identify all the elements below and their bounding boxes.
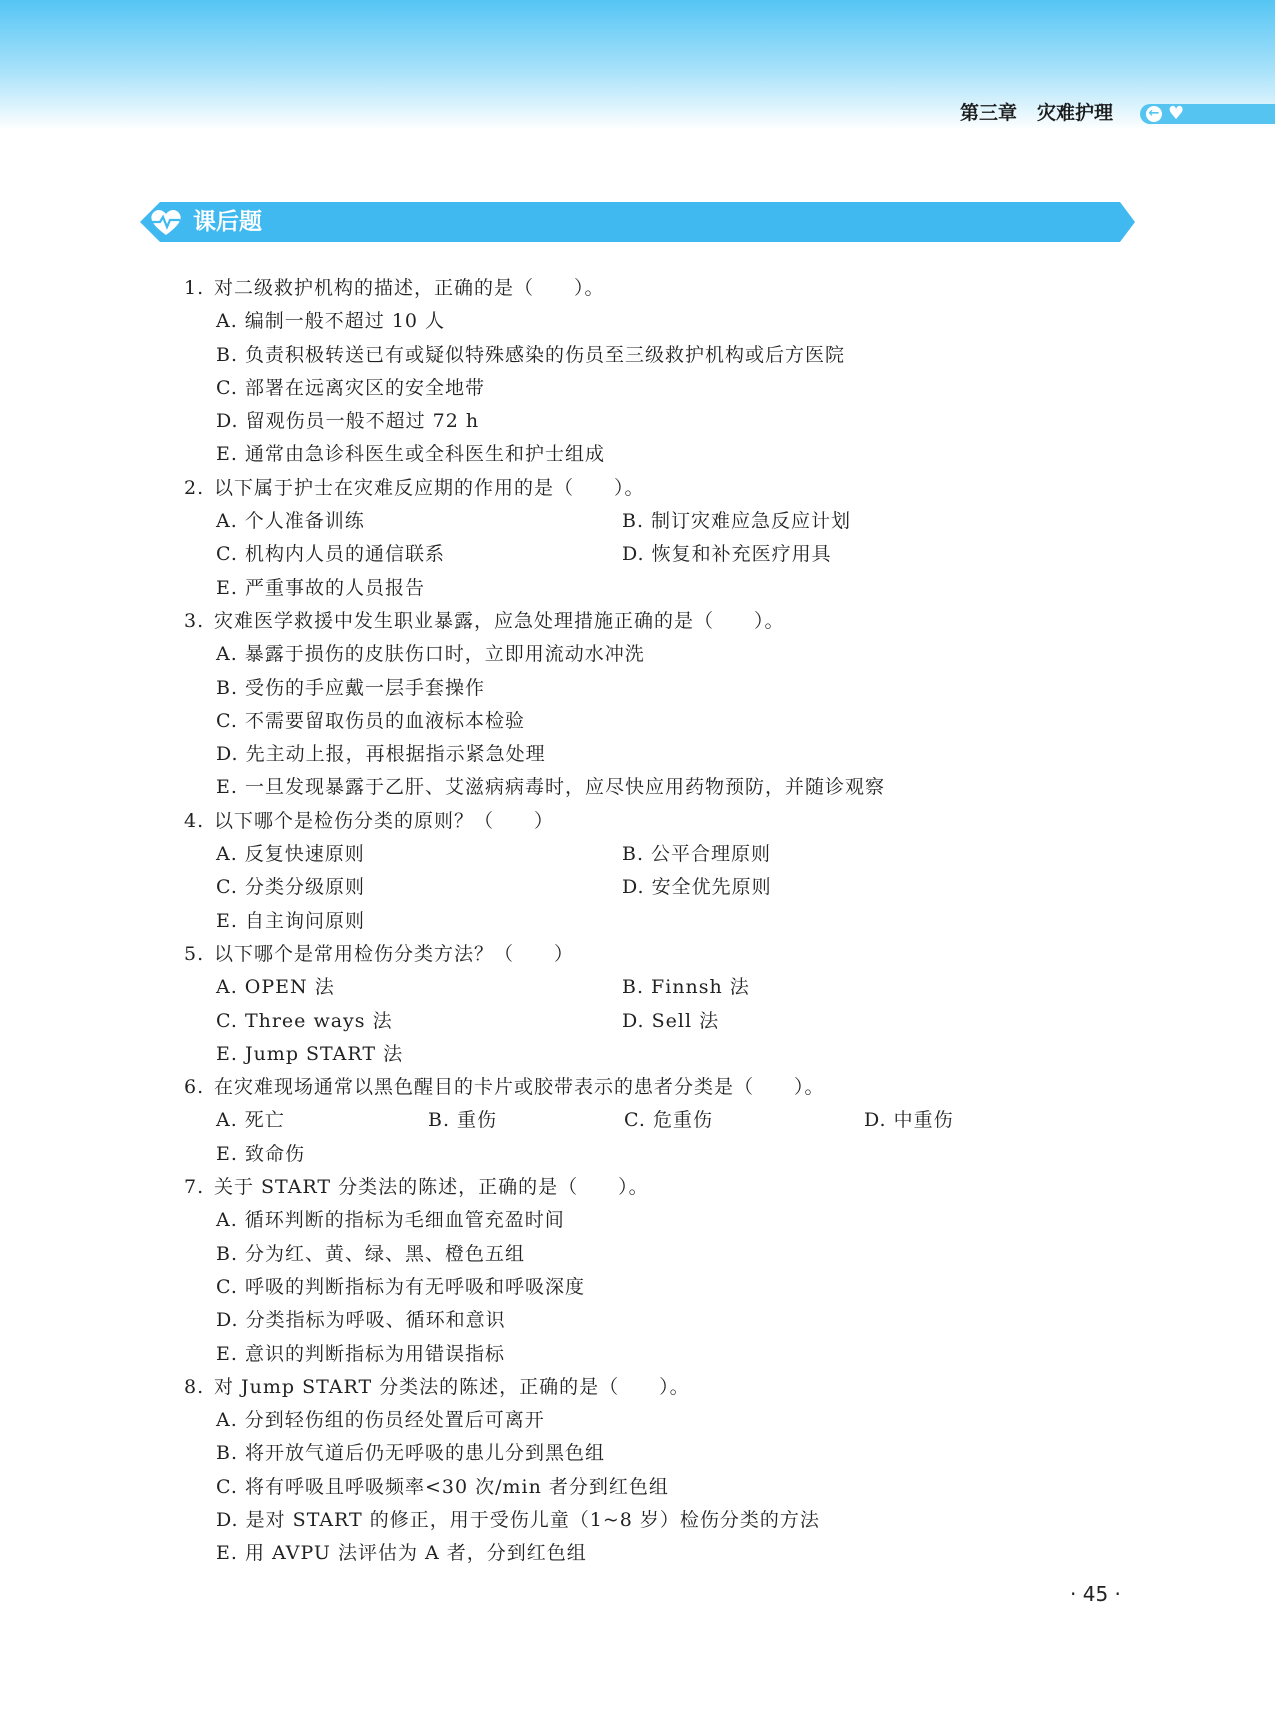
- option-row: [184, 1437, 1184, 1470]
- option-row: [184, 1504, 1184, 1537]
- question-number: 3.: [184, 609, 205, 632]
- option-row: [184, 1304, 1184, 1337]
- question-1: [184, 272, 1184, 472]
- option: B. 受伤的手应戴一层手套操作: [216, 676, 486, 699]
- option: A. 编制一般不超过 10 人: [216, 310, 446, 333]
- option-row: [184, 638, 1184, 671]
- option: C. Three ways 法: [216, 1009, 393, 1032]
- option-row: [184, 1471, 1184, 1504]
- option-row: [184, 1005, 1184, 1038]
- question-number: 6.: [184, 1076, 205, 1099]
- question-stem: [184, 605, 1184, 638]
- option: E. 通常由急诊科医生或全科医生和护士组成: [216, 443, 605, 466]
- option-row: [184, 538, 1184, 571]
- option: B. 制订灾难应急反应计划: [622, 510, 852, 533]
- option-row: [184, 771, 1184, 804]
- question-number: 5.: [184, 942, 205, 965]
- option-row: [184, 1138, 1184, 1171]
- question-stem: [184, 805, 1184, 838]
- option: C. 危重伤: [624, 1109, 713, 1132]
- option: A. 分到轻伤组的伤员经处置后可离开: [216, 1409, 545, 1432]
- chapter-title: 灾难护理: [1037, 102, 1114, 124]
- option: D. 中重伤: [864, 1109, 954, 1132]
- option: D. 安全优先原则: [622, 876, 772, 899]
- question-stem: [184, 272, 1184, 305]
- option-row: [184, 705, 1184, 738]
- option: C. 部署在远离灾区的安全地带: [216, 376, 485, 399]
- option: C. 机构内人员的通信联系: [216, 543, 445, 566]
- option: C. 呼吸的判断指标为有无呼吸和呼吸深度: [216, 1275, 585, 1298]
- option: B. 将开放气道后仍无呼吸的患儿分到黑色组: [216, 1442, 606, 1465]
- question-stem: [184, 1071, 1184, 1104]
- section-title: 课后题: [193, 209, 262, 235]
- option-row: [184, 438, 1184, 471]
- option-row: [184, 672, 1184, 705]
- option: E. 用 AVPU 法评估为 A 者，分到红色组: [216, 1542, 587, 1565]
- question-number: 1.: [184, 277, 205, 299]
- question-number: 7.: [184, 1176, 205, 1199]
- option: A. OPEN 法: [216, 976, 335, 999]
- question-7: [184, 1171, 1184, 1371]
- question-text: 以下哪个是检伤分类的原则？（ ）: [214, 809, 555, 832]
- option: E. Jump START 法: [216, 1042, 404, 1065]
- option-row: [184, 372, 1184, 405]
- option-row: [184, 505, 1184, 538]
- question-number: 2.: [184, 476, 205, 499]
- option: D. 是对 START 的修正，用于受伤儿童（1~8 岁）检伤分类的方法: [216, 1508, 820, 1531]
- question-stem: [184, 1371, 1184, 1404]
- option: B. Finnsh 法: [622, 976, 750, 999]
- option: C. 不需要留取伤员的血液标本检验: [216, 709, 525, 732]
- question-number: 8.: [184, 1375, 205, 1398]
- option-row: [184, 1537, 1184, 1570]
- question-text: 关于 START 分类法的陈述，正确的是（ ）。: [214, 1176, 649, 1199]
- option: E. 致命伤: [216, 1142, 305, 1165]
- option-row: [184, 905, 1184, 938]
- option-row: [184, 305, 1184, 338]
- question-number: 4.: [184, 809, 205, 832]
- option: B. 重伤: [428, 1109, 498, 1132]
- question-text: 以下哪个是常用检伤分类方法？（ ）: [214, 942, 575, 965]
- option: D. 留观伤员一般不超过 72 h: [216, 410, 480, 433]
- question-text: 对二级救护机构的描述，正确的是（ ）。: [214, 277, 605, 299]
- option-row: [184, 1204, 1184, 1237]
- option: D. Sell 法: [622, 1009, 720, 1032]
- option: D. 分类指标为呼吸、循环和意识: [216, 1309, 506, 1332]
- option: E. 一旦发现暴露于乙肝、艾滋病病毒时，应尽快应用药物预防，并随诊观察: [216, 776, 885, 799]
- question-2: [184, 472, 1184, 605]
- option-row: [184, 1404, 1184, 1437]
- option-row: [184, 339, 1184, 372]
- question-stem: [184, 938, 1184, 971]
- question-3: [184, 605, 1184, 805]
- question-5: [184, 938, 1184, 1071]
- option: A. 循环判断的指标为毛细血管充盈时间: [216, 1209, 565, 1232]
- option: C. 分类分级原则: [216, 876, 365, 899]
- question-8: [184, 1371, 1184, 1571]
- question-text: 对 Jump START 分类法的陈述，正确的是（ ）。: [214, 1375, 690, 1398]
- option-row: [184, 1238, 1184, 1271]
- arrow-left-icon: ←: [1146, 106, 1162, 122]
- option: C. 将有呼吸且呼吸频率<30 次/min 者分到红色组: [216, 1475, 669, 1498]
- option: E. 严重事故的人员报告: [216, 576, 425, 599]
- question-text: 以下属于护士在灾难反应期的作用的是（ ）。: [214, 476, 645, 499]
- question-stem: [184, 1171, 1184, 1204]
- option-row: [184, 1271, 1184, 1304]
- option-row: [184, 572, 1184, 605]
- option: A. 暴露于损伤的皮肤伤口时，立即用流动水冲洗: [216, 643, 645, 666]
- option: E. 意识的判断指标为用错误指标: [216, 1342, 505, 1365]
- option: E. 自主询问原则: [216, 909, 365, 932]
- option: A. 死亡: [216, 1109, 285, 1132]
- option: D. 恢复和补充医疗用具: [622, 543, 832, 566]
- option: B. 公平合理原则: [622, 843, 772, 866]
- option: B. 负责积极转送已有或疑似特殊感染的伤员至三级救护机构或后方医院: [216, 343, 846, 366]
- heart-icon: ♥: [1168, 103, 1185, 124]
- option-row: [184, 1104, 1184, 1137]
- chapter-header: [960, 98, 1113, 128]
- option-row: [184, 738, 1184, 771]
- section-banner: [140, 202, 1135, 242]
- option-row: [184, 838, 1184, 871]
- question-stem: [184, 472, 1184, 505]
- option: A. 反复快速原则: [216, 843, 365, 866]
- option-row: [184, 971, 1184, 1004]
- option: B. 分为红、黄、绿、黑、橙色五组: [216, 1242, 526, 1265]
- page-number: · 45 ·: [1070, 1582, 1121, 1606]
- banner-shape: [140, 202, 1135, 242]
- question-4: [184, 805, 1184, 938]
- option-row: [184, 1038, 1184, 1071]
- question-text: 在灾难现场通常以黑色醒目的卡片或胶带表示的患者分类是（ ）。: [214, 1076, 825, 1099]
- option-row: [184, 871, 1184, 904]
- heart-pulse-icon: [144, 202, 188, 242]
- option-row: [184, 405, 1184, 438]
- question-6: [184, 1071, 1184, 1171]
- chapter-number: 第三章: [960, 102, 1018, 124]
- option: D. 先主动上报，再根据指示紧急处理: [216, 743, 546, 766]
- option-row: [184, 1338, 1184, 1371]
- option: A. 个人准备训练: [216, 510, 365, 533]
- question-text: 灾难医学救援中发生职业暴露，应急处理措施正确的是（ ）。: [214, 609, 785, 632]
- question-list: [184, 272, 1184, 1571]
